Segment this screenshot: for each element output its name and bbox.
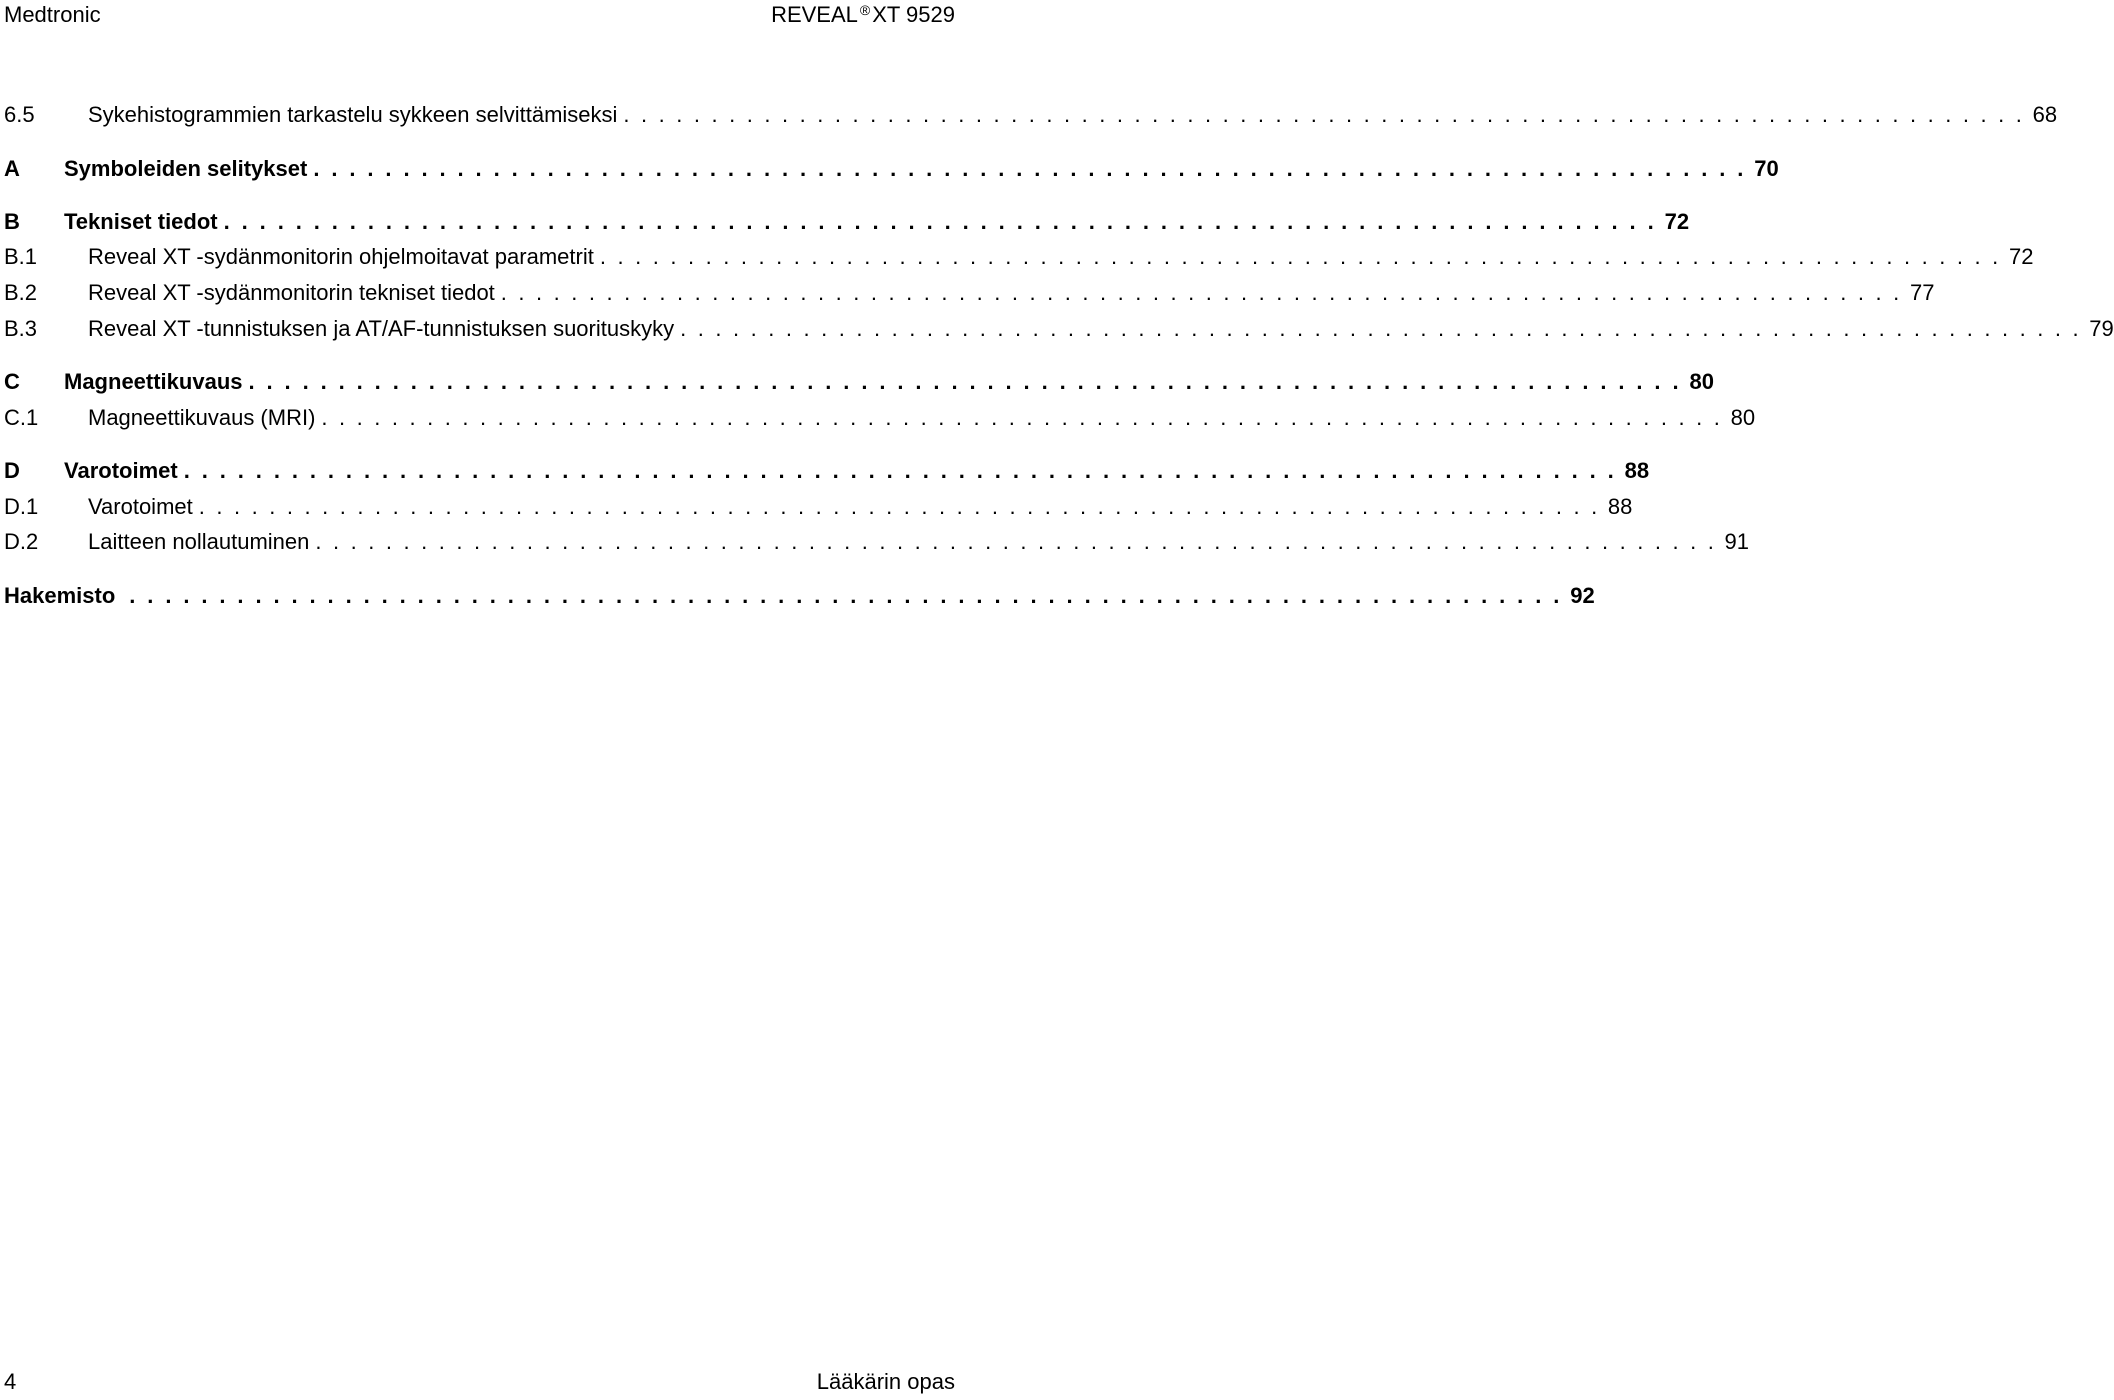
toc-entry-number: D.1 [4,494,39,519]
footer-manual-name: Lääkärin opas [816,1369,955,1394]
toc-entry-title: Sykehistogrammien tarkastelu sykkeen selvittämiseksi [88,102,618,127]
toc-entry-d[interactable] [4,457,1650,485]
toc-entry-b-1[interactable] [4,243,2034,271]
toc-entry-page: 88 [1624,458,1650,483]
toc-leader-dots: . . . . . . . . . . . . . . . . . . . . . . . . . . . . . . . . . . . . . . . . . . . . . . . . . . . . . . . . . . . . . . . . . . . . . . . . . . . . . . . . [599,244,2001,269]
toc-entry-page: 77 [1909,280,1935,305]
toc-entry-title: Reveal XT -sydänmonitorin tekniset tiedot [88,280,495,305]
toc-entry-page: 80 [1689,369,1714,394]
toc-leader-dots: . . . . . . . . . . . . . . . . . . . . . . . . . . . . . . . . . . . . . . . . . . . . . . . . . . . . . . . . . . . . . . . . . . . . . . . . . . . . . . . . [198,494,1600,519]
toc-entry-page: 92 [1570,583,1595,608]
toc-entry-b-3[interactable] [4,315,2114,343]
toc-entry-title: Symboleiden selitykset [64,156,308,181]
toc-entry-c[interactable] [4,368,1714,396]
toc-leader-dots: . . . . . . . . . . . . . . . . . . . . . . . . . . . . . . . . . . . . . . . . . . . . . . . . . . . . . . . . . . . . . . . . . . . . . . . . . . . . . . . . [223,209,1657,234]
toc-entry-number: 6.5 [4,102,35,127]
header-brand: Medtronic [4,2,101,27]
toc-leader-dots: . . . . . . . . . . . . . . . . . . . . . . . . . . . . . . . . . . . . . . . . . . . . . . . . . . . . . . . . . . . . . . . . . . . . . . . . . . . . . . . . [321,405,1723,430]
toc-entry-title: Varotoimet [88,494,193,519]
toc-leader-dots: . . . . . . . . . . . . . . . . . . . . . . . . . . . . . . . . . . . . . . . . . . . . . . . . . . . . . . . . . . . . . . . . . . . . . . . . . . . . . . . . [315,529,1717,554]
toc-entry-d-1[interactable] [4,493,1633,521]
toc-entry-number: C.1 [4,405,39,430]
header-product [771,1,955,31]
toc-leader-dots: . . . . . . . . . . . . . . . . . . . . . . . . . . . . . . . . . . . . . . . . . . . . . . . . . . . . . . . . . . . . . . . . . . . . . . . . . . . . . . . . [248,369,1682,394]
toc-entry-number: A [4,156,20,181]
toc-leader-dots: . . . . . . . . . . . . . . . . . . . . . . . . . . . . . . . . . . . . . . . . . . . . . . . . . . . . . . . . . . . . . . . . . . . . . . . . . . . . . . . . [313,156,1747,181]
toc-entry-title: Reveal XT -tunnistuksen ja AT/AF-tunnistuksen suorituskyky [88,316,675,341]
toc-entry-number: C [4,369,20,394]
toc-entry-title: Magneettikuvaus [64,369,243,394]
registered-mark: ® [859,2,871,18]
toc-entry-d-2[interactable] [4,528,1750,556]
toc-leader-dots: . . . . . . . . . . . . . . . . . . . . . . . . . . . . . . . . . . . . . . . . . . . . . . . . . . . . . . . . . . . . . . . . . . . . . . . . . . . . . . . . [129,583,1563,608]
toc-entry-6-5[interactable] [4,101,2058,129]
toc-entry-title: Varotoimet [64,458,178,483]
toc-entry-a[interactable] [4,155,1779,183]
toc-entry-page: 91 [1724,529,1750,554]
header-product-suffix: XT 9529 [872,2,955,27]
toc-entry-page: 72 [2008,244,2034,269]
toc-entry-number: B.1 [4,244,38,269]
toc-leader-dots: . . . . . . . . . . . . . . . . . . . . . . . . . . . . . . . . . . . . . . . . . . . . . . . . . . . . . . . . . . . . . . . . . . . . . . . . . . . . . . . . [183,458,1617,483]
toc-entry-b[interactable] [4,208,1690,236]
toc-entry-c-1[interactable] [4,404,1756,432]
toc-entry-hakemisto[interactable] [4,582,1595,610]
header-product-name: REVEAL [771,2,858,27]
toc-entry-number: D.2 [4,529,39,554]
toc-entry-page: 72 [1664,209,1690,234]
toc-entry-number: B.2 [4,280,38,305]
footer-page-number: 4 [4,1369,17,1394]
toc-entry-title: Tekniset tiedot [64,209,218,234]
toc-entry-title: Reveal XT -sydänmonitorin ohjelmoitavat parametrit [88,244,594,269]
toc-leader-dots: . . . . . . . . . . . . . . . . . . . . . . . . . . . . . . . . . . . . . . . . . . . . . . . . . . . . . . . . . . . . . . . . . . . . . . . . . . . . . . . . [680,316,2082,341]
toc-leader-dots: . . . . . . . . . . . . . . . . . . . . . . . . . . . . . . . . . . . . . . . . . . . . . . . . . . . . . . . . . . . . . . . . . . . . . . . . . . . . . . . . [500,280,1902,305]
toc-entry-page: 79 [2089,316,2114,341]
toc-leader-dots: . . . . . . . . . . . . . . . . . . . . . . . . . . . . . . . . . . . . . . . . . . . . . . . . . . . . . . . . . . . . . . . . . . . . . . . . . . . . . . . . [623,102,2025,127]
toc-entry-page: 88 [1607,494,1633,519]
toc-entry-title: Laitteen nollautuminen [88,529,310,554]
toc-entry-page: 70 [1754,156,1779,181]
toc-entry-number: B.3 [4,316,38,341]
toc-entry-page: 80 [1730,405,1756,430]
toc-entry-number: B [4,209,20,234]
toc-entry-title: Magneettikuvaus (MRI) [88,405,316,430]
toc-entry-title: Hakemisto [4,583,116,608]
toc-entry-page: 68 [2032,102,2058,127]
toc-entry-number: D [4,458,20,483]
toc-entry-b-2[interactable] [4,279,1935,307]
